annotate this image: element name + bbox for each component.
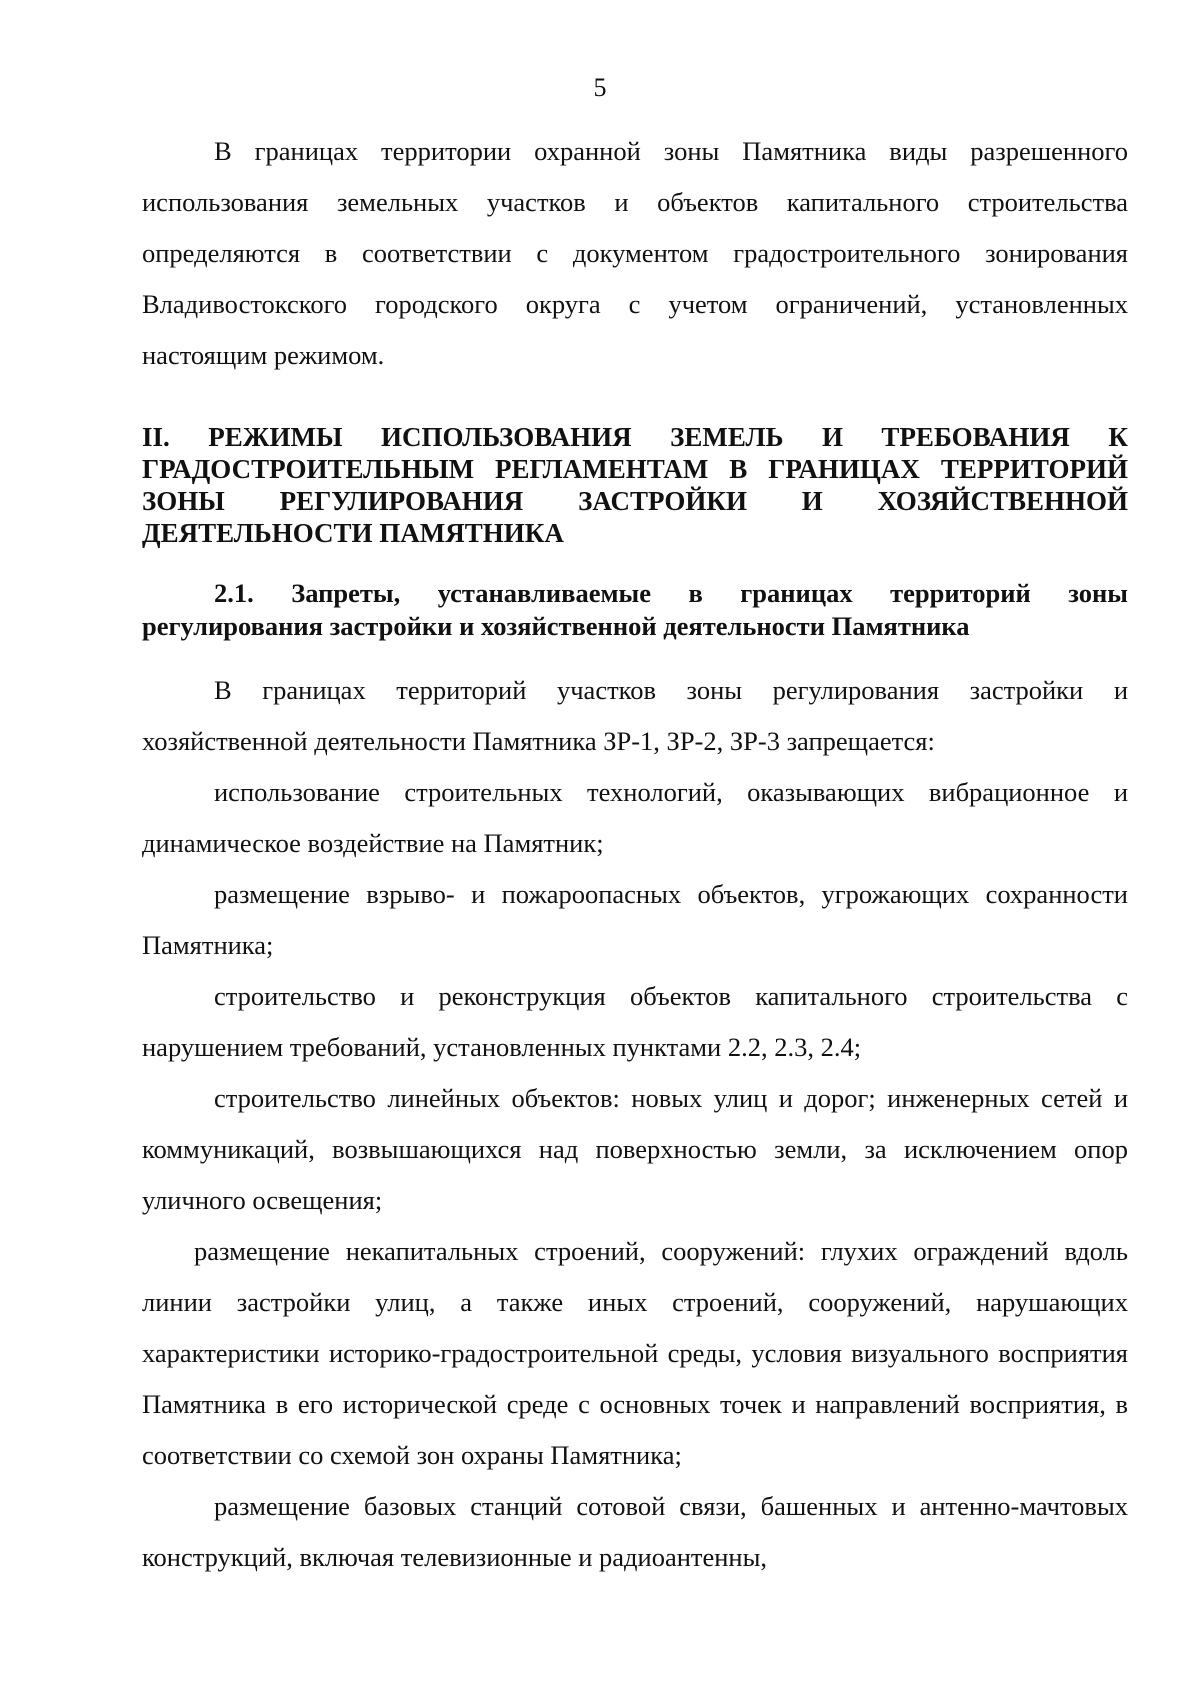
document-body bbox=[142, 126, 1128, 1583]
paragraph-non-capital-structures: размещение некапитальных строений, сооружений: глухих ограждений вдоль линии застройки улиц, а также иных строений, сооружений, нарушающих характеристики историко-градостроительной среды, условия визуального восприятия Памятника в его исторической среде с основных точек и направлений восприятия, в соответствии со схемой зон охраны Памятника; bbox=[142, 1236, 1128, 1470]
paragraph-prohibitions-intro: В границах территорий участков зоны регулирования застройки и хозяйственной деятельности Памятника ЗР-1, ЗР-2, ЗР-3 запрещается: bbox=[142, 675, 1128, 756]
paragraph-cellular-stations: размещение базовых станций сотовой связи, башенных и антенно-мачтовых конструкций, включая телевизионные и радиоантенны, bbox=[142, 1491, 1128, 1572]
paragraph-hazardous-objects: размещение взрыво- и пожароопасных объектов, угрожающих сохранности Памятника; bbox=[142, 879, 1128, 960]
page-number: 5 bbox=[593, 73, 607, 102]
intro-paragraph: В границах территории охранной зоны Памятника виды разрешенного использования земельных участков и объектов капитального строительства определяются в соответствии с документом градостроительного зонирования Владивостокского городского округа с учетом ограничений, установленных настоящим режимом. bbox=[142, 136, 1128, 370]
subsection-heading: 2.1. Запреты, устанавливаемые в границах территорий зоны регулирования застройки и хозяйственной деятельности Памятника bbox=[142, 578, 1128, 641]
section-heading: II. РЕЖИМЫ ИСПОЛЬЗОВАНИЯ ЗЕМЕЛЬ И ТРЕБОВАНИЯ К ГРАДОСТРОИТЕЛЬНЫМ РЕГЛАМЕНТАМ В ГРАНИЦАХ ТЕРРИТОРИЙ ЗОНЫ РЕГУЛИРОВАНИЯ ЗАСТРОЙКИ И ХОЗЯЙСТВЕННОЙ ДЕЯТЕЛЬНОСТИ ПАМЯТНИКА bbox=[142, 422, 1128, 548]
paragraph-construction-technologies: использование строительных технологий, оказывающих вибрационное и динамическое воздействие на Памятник; bbox=[142, 777, 1128, 858]
paragraph-linear-objects: строительство линейных объектов: новых улиц и дорог; инженерных сетей и коммуникаций, возвышающихся над поверхностью земли, за исключением опор уличного освещения; bbox=[142, 1083, 1128, 1215]
paragraph-capital-construction: строительство и реконструкция объектов капитального строительства с нарушением требований, установленных пунктами 2.2, 2.3, 2.4; bbox=[142, 981, 1128, 1062]
